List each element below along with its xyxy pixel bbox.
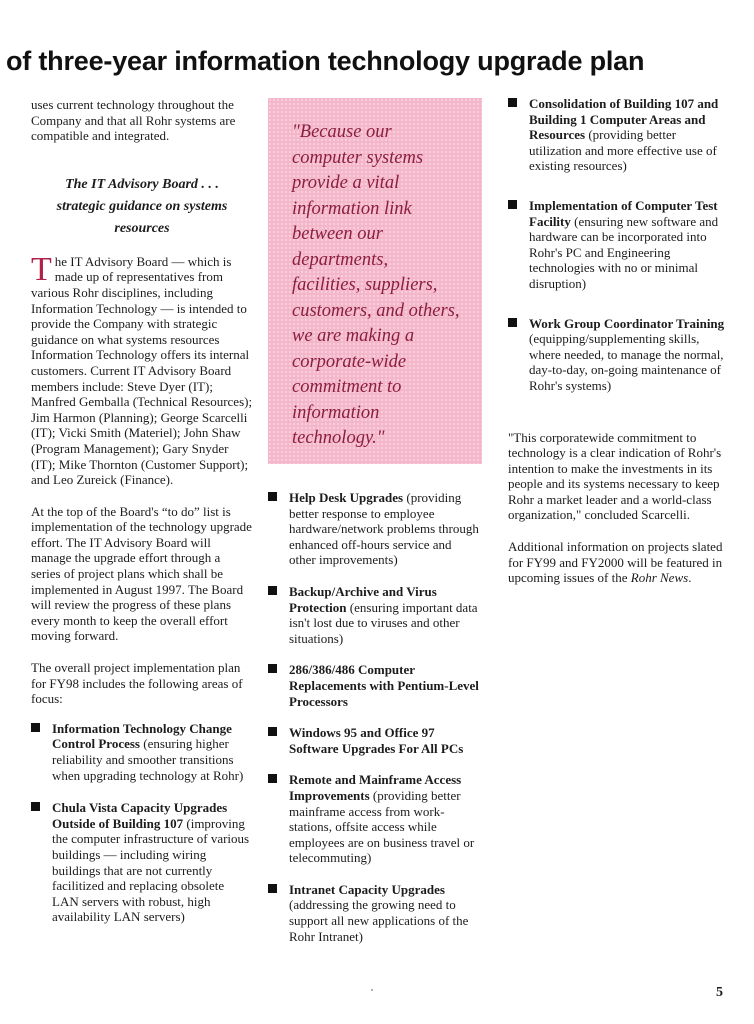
scan-speck	[371, 989, 373, 991]
subheading-line-2: strategic guidance on systems resources	[56, 198, 228, 236]
page-number: 5	[716, 985, 723, 1000]
list-item-text: (improving the computer infrastructure of various buildings — including wiring buildings that are not currently facilitized and replacing obsolete LAN servers with robust, high availability LAN servers)	[52, 815, 250, 925]
column-right	[508, 96, 730, 586]
additional-info-paragraph	[508, 539, 730, 586]
publication-name: Rohr News	[630, 570, 689, 586]
bullet-square-icon	[268, 664, 277, 673]
list-item-title: Consolidation of Building 107 and Building 1 Computer Areas and Resources	[529, 96, 719, 143]
list-item	[268, 725, 480, 756]
list-item-text: (ensuring new software and hardware can be incorporated into Rohr's PC and Engineering technologies with no or minimal disruption)	[529, 213, 719, 291]
plan-paragraph: The overall project implementation plan for FY98 includes the following areas of focus:	[31, 660, 243, 707]
list-item	[508, 316, 730, 394]
list-item-title: Chula Vista Capacity Upgrades Outside of Building 107	[52, 800, 228, 831]
list-item	[268, 882, 480, 944]
closing-quote-paragraph: "This corporatewide commitment to technology is a clear indication of Rohr's intention to make the investments in its people and its systems necessary to keep Rohr a market leader and a world-class organization," concluded Scarcelli.	[508, 429, 722, 523]
focus-list-left	[31, 721, 253, 925]
advisory-board-paragraph	[31, 250, 253, 488]
list-item	[31, 800, 253, 925]
list-item-title: Information Technology Change Control Process	[52, 720, 232, 752]
column-middle	[268, 490, 480, 960]
pull-quote-box	[268, 98, 482, 464]
list-item	[508, 96, 730, 174]
todo-paragraph: At the top of the Board's “to do” list is implementation of the technology upgrade effort. The IT Advisory Board will manage the upgrade effort through a series of project plans which shall be implemented in August 1997. The Board will review the progress of these plans every month to keep the overall effort moving forward.	[31, 503, 252, 644]
page-headline: of three-year information technology upgrade plan	[6, 46, 645, 76]
focus-list-middle	[268, 490, 480, 944]
list-item-title: Remote and Mainframe Access Improvements	[289, 772, 462, 803]
bullet-square-icon	[508, 98, 517, 107]
list-item-title: Implementation of Computer Test Facility	[529, 197, 718, 229]
additional-info-text: Additional information on projects slated for FY99 and FY2000 will be featured in upcoming issues of the	[508, 539, 723, 586]
intro-paragraph: uses current technology throughout the Company and that all Rohr systems are compatible and integrated.	[31, 97, 236, 144]
advisory-board-text: he IT Advisory Board — which is made up of representatives from various Rohr disciplines, including Information Technology — is intended to provide the Company with strategic guidance on what systems resources Information Technology offers its internal customers. Current IT Advisory Board members include: Steve Dyer (IT); Manfred Gemballa (Technical Resources); Jim Harmon (Planning); George Scarcelli (IT); Vicki Smith (Materiel); John Shaw (Program Management); Gary Snyder (IT); Mike Thornton (Customer Support); and Leo Zureick (Finance).	[31, 253, 253, 488]
list-item	[268, 584, 480, 646]
bullet-square-icon	[508, 200, 517, 209]
list-item-title: Work Group Coordinator Training	[529, 315, 725, 331]
list-item-title: Windows 95 and Office 97 Software Upgrades For All PCs	[289, 725, 464, 756]
additional-info-period: .	[688, 570, 692, 586]
list-item-title: Backup/Archive and Virus Protection	[289, 583, 437, 615]
list-item	[31, 721, 253, 783]
list-item-text: (providing better utilization and more effective use of existing resources)	[529, 127, 717, 174]
list-item-text: (ensuring higher reliability and smoother transitions when upgrading technology at Rohr)	[52, 736, 244, 783]
drop-cap: T	[31, 250, 52, 288]
bullet-square-icon	[268, 586, 277, 595]
section-subheading	[31, 174, 253, 240]
list-item	[268, 772, 480, 866]
list-item-text: (providing better mainframe access from workstations, offsite access while employees are on business travel or telecommuting)	[289, 787, 475, 866]
list-item-text: (addressing the growing need to support all new applications of the Rohr Intranet)	[289, 897, 469, 944]
bullet-square-icon	[508, 318, 517, 327]
list-item	[268, 662, 480, 709]
list-item-title: Help Desk Upgrades	[289, 490, 404, 505]
list-item	[268, 490, 480, 568]
subheading-line-1: The IT Advisory Board . . .	[65, 176, 219, 192]
list-item-title: 286/386/486 Computer Replacements with Pentium-Level Processors	[289, 662, 479, 709]
bullet-square-icon	[268, 884, 277, 893]
pull-quote-text: "Because our computer systems provide a vital information link between our departments, facilities, suppliers, customers, and others, we are making a corporate-wide commitment to information technology."	[292, 122, 460, 448]
list-item-text: (equipping/supplementing skills, where needed, to manage the normal, day-to-day, on-going maintenance of Rohr's systems)	[529, 331, 724, 393]
list-item-text: (providing better response to employee hardware/network problems through enhanced off-hours service and other improvements)	[289, 490, 479, 568]
bullet-square-icon	[268, 492, 277, 501]
list-item-title: Intranet Capacity Upgrades	[289, 881, 445, 897]
bullet-square-icon	[268, 774, 277, 783]
list-item-text: (ensuring important data isn't lost due to viruses and other situations)	[289, 599, 478, 646]
bullet-square-icon	[31, 802, 40, 811]
bullet-square-icon	[31, 723, 40, 732]
column-left	[31, 97, 253, 942]
bullet-square-icon	[268, 727, 277, 736]
list-item	[508, 198, 730, 292]
focus-list-right	[508, 96, 730, 394]
